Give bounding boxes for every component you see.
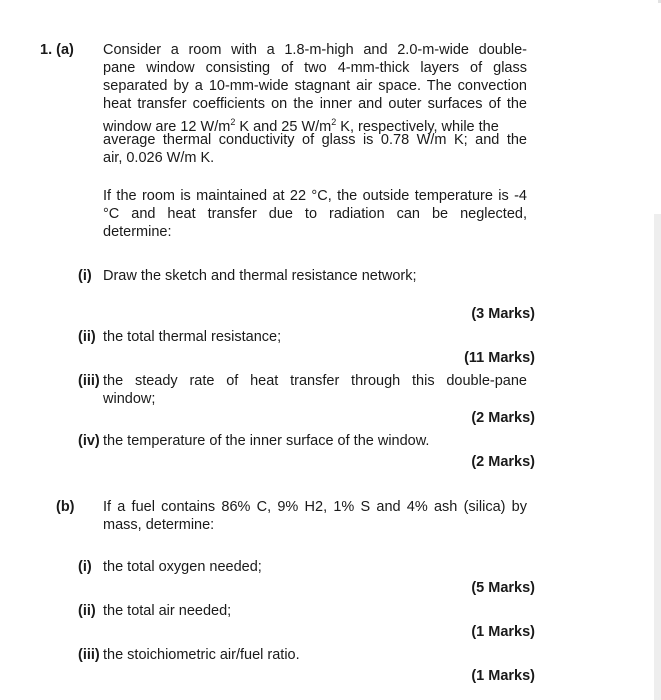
subpart-text: the total thermal resistance; [103,329,282,345]
question-number: 1. (a) [40,42,74,58]
para1-line-6: average thermal conductivity of glass is 0.78 W/m K; and the [103,132,527,148]
para2-line-1: If the room is maintained at 22 °C, the outside temperature is -4 [103,188,527,204]
para1-line-1: Consider a room with a 1.8-m-high and 2.0-m-wide double- [103,42,527,58]
para1-line-2: pane window consisting of two 4-mm-thick layers of glass [103,60,527,76]
subpart-text: the total oxygen needed; [103,559,262,575]
para1-line-5-part-a: window are 12 W/m [103,118,231,135]
subpart-label: (iv) [78,433,100,449]
subpart-label: (i) [78,559,92,575]
page-edge-shadow [654,214,661,700]
marks: (5 Marks) [471,580,535,596]
subpart-text-line-1: the steady rate of heat transfer through this double-pane [103,373,527,389]
subpart-label: (ii) [78,329,96,345]
marks: (1 Marks) [471,668,535,684]
para2-line-2: °C and heat transfer due to radiation can be neglected, [103,206,527,222]
question-1b-line-1: If a fuel contains 86% C, 9% H2, 1% S and 4% ash (silica) by [103,499,527,515]
subpart-text: Draw the sketch and thermal resistance network; [103,268,417,284]
para1-line-5-part-b: K and 25 W/m [235,118,332,135]
marks: (2 Marks) [471,410,535,426]
marks: (11 Marks) [464,350,535,366]
subpart-text: the temperature of the inner surface of the window. [103,433,430,449]
para1-line-7: air, 0.026 W/m K. [103,150,215,166]
marks: (2 Marks) [471,454,535,470]
para1-line-5-part-c: K, respectively, while the [336,118,499,135]
subpart-text: the total air needed; [103,603,232,619]
subpart-text: the stoichiometric air/fuel ratio. [103,647,300,663]
marks: (1 Marks) [471,624,535,640]
para1-line-3: separated by a 10-mm-wide stagnant air space. The convection [103,78,527,94]
subpart-label: (i) [78,268,92,284]
subpart-label: (ii) [78,603,96,619]
question-1b-label: (b) [56,499,75,515]
subpart-text-line-2: window; [103,391,156,407]
para1-line-4: heat transfer coefficients on the inner and outer surfaces of the [103,96,527,112]
marks: (3 Marks) [471,306,535,322]
superscript-2: 2 [230,117,236,127]
question-1b-line-2: mass, determine: [103,517,215,533]
subpart-label: (iii) [78,373,100,389]
para2-line-3: determine: [103,224,172,240]
subpart-label: (iii) [78,647,100,663]
superscript-2: 2 [331,117,337,127]
